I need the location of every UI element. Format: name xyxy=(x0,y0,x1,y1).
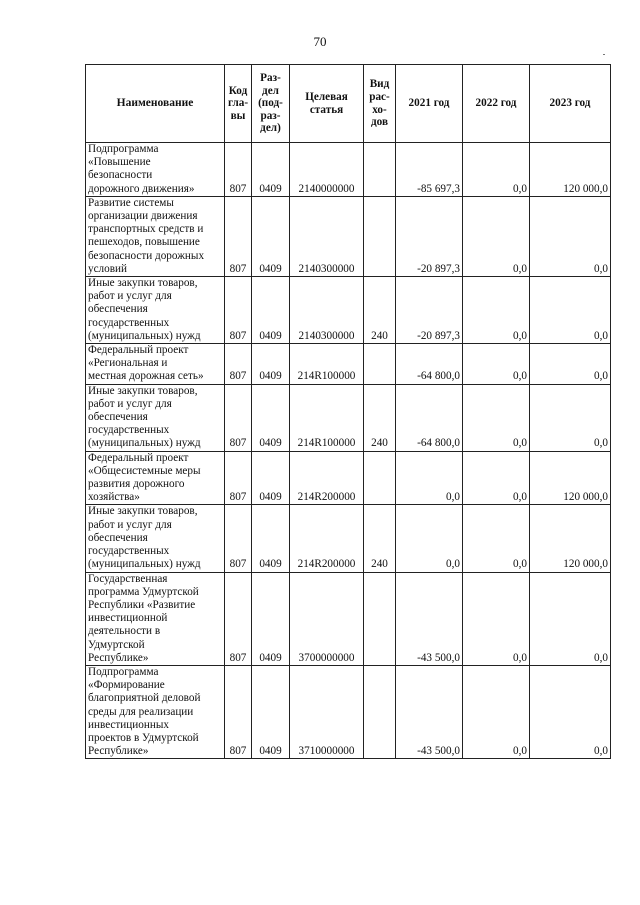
table-row xyxy=(86,196,611,276)
row-target: 214R200000 xyxy=(290,451,364,505)
table-row xyxy=(86,451,611,505)
row-name: Федеральный проект «Общесистемные меры развития дорожного хозяйства» xyxy=(86,451,225,505)
row-2023: 0,0 xyxy=(530,277,611,344)
row-code: 807 xyxy=(225,143,252,197)
row-target: 214R100000 xyxy=(290,384,364,451)
page-number: 70 xyxy=(313,34,327,49)
header-target: Целевая статья xyxy=(290,65,364,143)
row-target: 214R100000 xyxy=(290,344,364,385)
table-row xyxy=(86,344,611,385)
header-2022: 2022 год xyxy=(463,65,530,143)
header-row xyxy=(86,65,611,143)
row-code: 807 xyxy=(225,665,252,758)
row-name: Федеральный проект «Региональная и местная дорожная сеть» xyxy=(86,344,225,385)
row-name: Государственная программа Удмуртской Республики «Развитие инвестиционной деятельности в Удмуртской Республике» xyxy=(86,572,225,665)
budget-table xyxy=(85,64,611,759)
row-code: 807 xyxy=(225,572,252,665)
header-section: Раз- дел (под- раз- дел) xyxy=(252,65,290,143)
row-code: 807 xyxy=(225,344,252,385)
row-target: 2140300000 xyxy=(290,277,364,344)
row-target: 3700000000 xyxy=(290,572,364,665)
row-target: 2140000000 xyxy=(290,143,364,197)
row-name: Подпрограмма «Повышение безопасности дорожного движения» xyxy=(86,143,225,197)
row-name: Подпрограмма «Формирование благоприятной деловой среды для реализации инвестиционных проектов в Удмуртской Республике» xyxy=(86,665,225,758)
row-2022: 0,0 xyxy=(463,344,530,385)
row-target: 3710000000 xyxy=(290,665,364,758)
row-code: 807 xyxy=(225,384,252,451)
row-name: Иные закупки товаров, работ и услуг для обеспечения государственных (муниципальных) нужд xyxy=(86,384,225,451)
header-2023: 2023 год xyxy=(530,65,611,143)
table-row xyxy=(86,665,611,758)
row-target: 214R200000 xyxy=(290,505,364,572)
table-body xyxy=(86,143,611,759)
row-code: 807 xyxy=(225,277,252,344)
row-2023: 0,0 xyxy=(530,344,611,385)
row-name: Иные закупки товаров, работ и услуг для обеспечения государственных (муниципальных) нужд xyxy=(86,505,225,572)
row-2023: 0,0 xyxy=(530,665,611,758)
row-expense xyxy=(364,572,396,665)
row-2021: -64 800,0 xyxy=(396,384,463,451)
row-expense xyxy=(364,451,396,505)
row-2022: 0,0 xyxy=(463,143,530,197)
row-2023: 0,0 xyxy=(530,196,611,276)
row-code: 807 xyxy=(225,451,252,505)
header-name: Наименование xyxy=(86,65,225,143)
row-target: 2140300000 xyxy=(290,196,364,276)
row-2021: -64 800,0 xyxy=(396,344,463,385)
row-section: 0409 xyxy=(252,143,290,197)
row-2021: 0,0 xyxy=(396,451,463,505)
scan-speck xyxy=(603,54,605,55)
header-code: Код гла- вы xyxy=(225,65,252,143)
row-expense xyxy=(364,143,396,197)
row-2021: -43 500,0 xyxy=(396,665,463,758)
row-2023: 120 000,0 xyxy=(530,143,611,197)
row-expense xyxy=(364,665,396,758)
row-name: Иные закупки товаров, работ и услуг для обеспечения государственных (муниципальных) нужд xyxy=(86,277,225,344)
table-row xyxy=(86,143,611,197)
row-2022: 0,0 xyxy=(463,384,530,451)
row-code: 807 xyxy=(225,196,252,276)
table-header xyxy=(86,65,611,143)
row-2022: 0,0 xyxy=(463,277,530,344)
table-row xyxy=(86,505,611,572)
row-2021: -43 500,0 xyxy=(396,572,463,665)
row-section: 0409 xyxy=(252,384,290,451)
row-section: 0409 xyxy=(252,451,290,505)
row-2023: 0,0 xyxy=(530,384,611,451)
row-2021: -20 897,3 xyxy=(396,277,463,344)
table-row xyxy=(86,277,611,344)
row-name: Развитие системы организации движения транспортных средств и пешеходов, повышение безопасности дорожных условий xyxy=(86,196,225,276)
table-row xyxy=(86,572,611,665)
row-2021: 0,0 xyxy=(396,505,463,572)
row-2022: 0,0 xyxy=(463,572,530,665)
row-section: 0409 xyxy=(252,196,290,276)
row-2021: -20 897,3 xyxy=(396,196,463,276)
row-2023: 120 000,0 xyxy=(530,451,611,505)
row-section: 0409 xyxy=(252,277,290,344)
row-code: 807 xyxy=(225,505,252,572)
row-section: 0409 xyxy=(252,344,290,385)
row-expense: 240 xyxy=(364,277,396,344)
row-2023: 0,0 xyxy=(530,572,611,665)
row-section: 0409 xyxy=(252,505,290,572)
row-2022: 0,0 xyxy=(463,196,530,276)
row-2022: 0,0 xyxy=(463,505,530,572)
row-expense: 240 xyxy=(364,505,396,572)
header-2021: 2021 год xyxy=(396,65,463,143)
row-2022: 0,0 xyxy=(463,665,530,758)
row-expense: 240 xyxy=(364,384,396,451)
row-2021: -85 697,3 xyxy=(396,143,463,197)
row-expense xyxy=(364,344,396,385)
table-row xyxy=(86,384,611,451)
row-expense xyxy=(364,196,396,276)
row-section: 0409 xyxy=(252,572,290,665)
row-section: 0409 xyxy=(252,665,290,758)
row-2022: 0,0 xyxy=(463,451,530,505)
header-expense: Вид рас- хо- дов xyxy=(364,65,396,143)
row-2023: 120 000,0 xyxy=(530,505,611,572)
